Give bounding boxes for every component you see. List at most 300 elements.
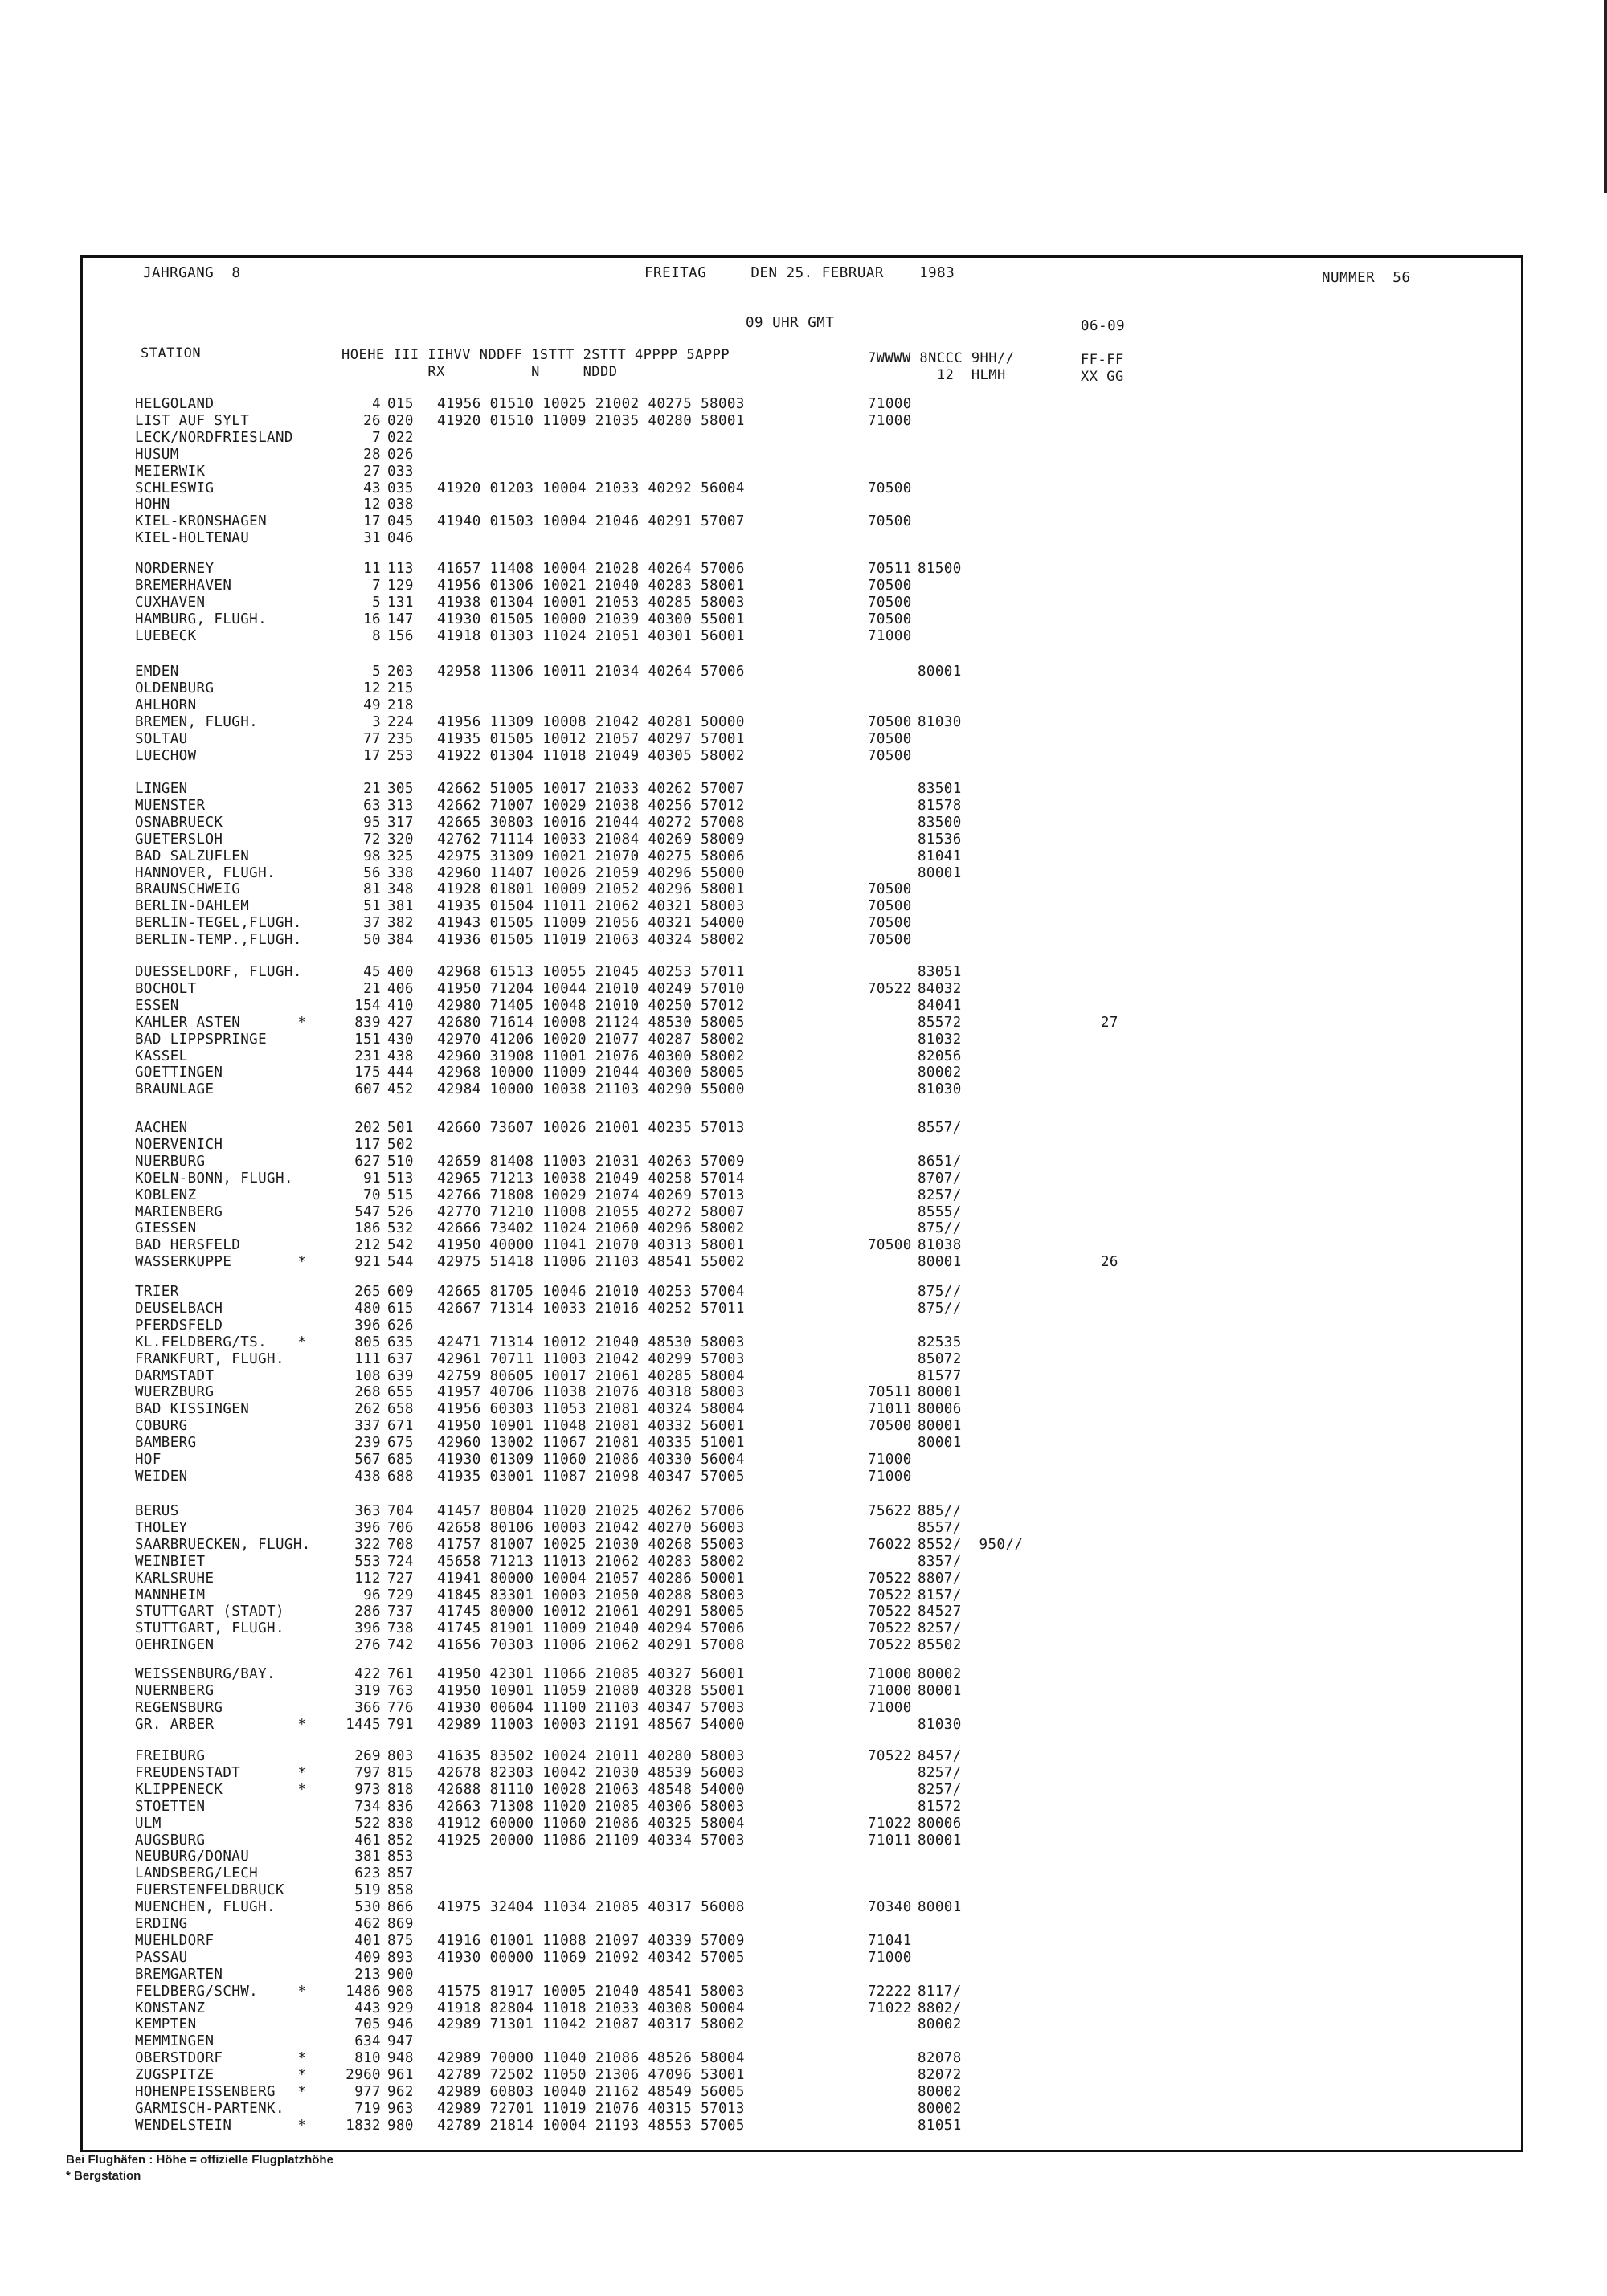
weather-group: 70500 — [868, 747, 912, 764]
station-name: KONSTANZ — [135, 2000, 206, 2016]
table-row — [0, 413, 1607, 430]
station-number: 838 — [387, 1815, 414, 1832]
station-number: 382 — [387, 915, 414, 932]
cloud-group: 84041 — [918, 997, 962, 1014]
table-row — [0, 1765, 1607, 1782]
cloud-group: 81500 — [918, 561, 962, 577]
weather-group: 70500 — [868, 513, 912, 530]
station-name: KAHLER ASTEN — [135, 1014, 241, 1031]
elevation-value: 31 — [363, 530, 381, 547]
weather-group: 70340 — [868, 1899, 912, 1916]
weather-group: 71000 — [868, 1452, 912, 1468]
table-row — [0, 1799, 1607, 1816]
cloud-group: 81032 — [918, 1031, 962, 1048]
weather-group: 71000 — [868, 1682, 912, 1699]
station-number: 400 — [387, 964, 414, 980]
cloud-group: 8257/ — [918, 1764, 962, 1781]
synop-groups: 41930 01505 10000 21039 40300 55001 — [437, 611, 745, 627]
synop-groups: 42989 11003 10003 21191 48567 54000 — [437, 1716, 745, 1733]
synop-groups: 42960 13002 11067 21081 40335 51001 — [437, 1435, 745, 1452]
weather-group: 71041 — [868, 1932, 912, 1949]
station-name: TRIER — [135, 1284, 179, 1300]
station-name: NUERBURG — [135, 1153, 206, 1170]
synop-groups: 41956 60303 11053 21081 40324 58004 — [437, 1401, 745, 1418]
table-row — [0, 628, 1607, 645]
mountain-marker: * — [297, 2067, 307, 2084]
table-row — [0, 1384, 1607, 1401]
table-row — [0, 1120, 1607, 1137]
synop-groups: 41956 11309 10008 21042 40281 50000 — [437, 713, 745, 730]
ww-header-2: 12 HLMH — [868, 367, 1006, 383]
cloud-group: 875// — [918, 1220, 962, 1237]
elevation-value: 921 — [354, 1254, 381, 1271]
table-row — [0, 798, 1607, 815]
table-row — [0, 714, 1607, 731]
station-name: HELGOLAND — [135, 396, 215, 412]
station-number: 444 — [387, 1064, 414, 1081]
station-name: HOHN — [135, 496, 170, 513]
station-name: BERLIN-TEMP.,FLUGH. — [135, 932, 302, 949]
station-number: 452 — [387, 1081, 414, 1098]
cloud-group: 80002 — [918, 2016, 962, 2033]
synop-groups: 42975 31309 10021 21070 40275 58006 — [437, 848, 745, 864]
station-name: OEHRINGEN — [135, 1637, 215, 1654]
synop-groups: 41656 70303 11006 21062 40291 57008 — [437, 1637, 745, 1654]
station-name: KARLSRUHE — [135, 1570, 215, 1587]
table-row — [0, 680, 1607, 697]
station-name: EMDEN — [135, 664, 179, 680]
synop-groups: 42958 11306 10011 21034 40264 57006 — [437, 664, 745, 680]
elevation-value: 16 — [363, 611, 381, 627]
station-name: WASSERKUPPE — [135, 1254, 232, 1271]
synop-groups: 42658 80106 10003 21042 40270 56003 — [437, 1519, 745, 1536]
weather-group: 70500 — [868, 898, 912, 915]
elevation-value: 95 — [363, 814, 381, 831]
station-name: GIESSEN — [135, 1220, 197, 1237]
elevation-value: 5 — [372, 664, 381, 680]
table-row — [0, 1666, 1607, 1683]
elevation-value: 319 — [354, 1682, 381, 1699]
synop-groups: 42989 60803 10040 21162 48549 56005 — [437, 2084, 745, 2100]
station-number: 215 — [387, 680, 414, 697]
weather-group: 71022 — [868, 2000, 912, 2016]
station-number: 325 — [387, 848, 414, 864]
synop-groups: 42660 73607 10026 21001 40235 57013 — [437, 1120, 745, 1136]
table-row — [0, 964, 1607, 981]
weather-group: 71000 — [868, 396, 912, 412]
station-name: WEINBIET — [135, 1553, 206, 1570]
table-row — [0, 1520, 1607, 1537]
cloud-group: 875// — [918, 1300, 962, 1317]
synop-groups: 41930 01309 11060 21086 40330 56004 — [437, 1452, 745, 1468]
station-number: 724 — [387, 1553, 414, 1570]
station-name: LUECHOW — [135, 747, 197, 764]
synop-groups: 42766 71808 10029 21074 40269 57013 — [437, 1187, 745, 1203]
station-name: GR. ARBER — [135, 1716, 215, 1733]
station-name: MANNHEIM — [135, 1587, 206, 1604]
elevation-value: 202 — [354, 1120, 381, 1136]
cloud-group: 82535 — [918, 1334, 962, 1350]
station-number: 858 — [387, 1882, 414, 1899]
elevation-value: 337 — [354, 1418, 381, 1435]
station-number: 818 — [387, 1781, 414, 1798]
station-number: 513 — [387, 1170, 414, 1187]
station-number: 381 — [387, 898, 414, 915]
synop-groups: 41635 83502 10024 21011 40280 58003 — [437, 1748, 745, 1764]
cloud-group: 80001 — [918, 1899, 962, 1916]
mountain-marker: * — [297, 2117, 307, 2134]
mountain-marker: * — [297, 1983, 307, 2000]
weather-group: 70511 — [868, 561, 912, 577]
cloud-group: 8257/ — [918, 1620, 962, 1637]
table-row — [0, 2101, 1607, 2118]
station-number: 544 — [387, 1254, 414, 1271]
station-name: COBURG — [135, 1418, 188, 1435]
table-row — [0, 748, 1607, 765]
cloud-group: 82078 — [918, 2050, 962, 2067]
station-number: 020 — [387, 412, 414, 429]
table-row — [0, 464, 1607, 480]
cloud-group: 80001 — [918, 1435, 962, 1452]
elevation-value: 154 — [354, 997, 381, 1014]
table-row — [0, 1187, 1607, 1204]
table-row — [0, 1899, 1607, 1916]
weather-group: 70522 — [868, 1620, 912, 1637]
station-name: MEIERWIK — [135, 463, 206, 480]
synop-groups: 41950 42301 11066 21085 40327 56001 — [437, 1666, 745, 1682]
cloud-group: 80001 — [918, 1682, 962, 1699]
station-number: 129 — [387, 577, 414, 594]
station-name: NOERVENICH — [135, 1136, 223, 1153]
synop-groups: 42968 10000 11009 21044 40300 58005 — [437, 1064, 745, 1081]
elevation-value: 5 — [372, 594, 381, 611]
station-name: PFERDSFELD — [135, 1317, 223, 1334]
synop-groups: 41918 01303 11024 21051 40301 56001 — [437, 627, 745, 644]
station-number: 729 — [387, 1587, 414, 1604]
station-number: 803 — [387, 1748, 414, 1764]
station-number: 532 — [387, 1220, 414, 1237]
synop-groups: 41936 01505 11019 21063 40324 58002 — [437, 932, 745, 949]
elevation-value: 547 — [354, 1203, 381, 1220]
station-name: KIEL-HOLTENAU — [135, 530, 250, 547]
station-name: BERLIN-TEGEL,FLUGH. — [135, 915, 302, 932]
station-name: GUETERSLOH — [135, 831, 223, 848]
cloud-group: 81038 — [918, 1237, 962, 1254]
cloud-group: 81030 — [918, 713, 962, 730]
station-number: 908 — [387, 1983, 414, 2000]
cloud-group: 875// — [918, 1284, 962, 1300]
table-row — [0, 1204, 1607, 1221]
elevation-value: 17 — [363, 747, 381, 764]
weather-group: 70500 — [868, 713, 912, 730]
station-name: ZUGSPITZE — [135, 2067, 215, 2084]
cloud-group: 81578 — [918, 797, 962, 814]
synop-groups: 41745 80000 10012 21061 40291 58005 — [437, 1604, 745, 1620]
station-number: 147 — [387, 611, 414, 627]
table-row — [0, 1469, 1607, 1485]
table-row — [0, 1537, 1607, 1554]
elevation-value: 11 — [363, 561, 381, 577]
station-name: HOHENPEISSENBERG — [135, 2084, 276, 2100]
cloud-group: 80001 — [918, 1418, 962, 1435]
elevation-value: 322 — [354, 1536, 381, 1553]
table-row — [0, 1816, 1607, 1832]
station-name: BAMBERG — [135, 1435, 197, 1452]
elevation-value: 366 — [354, 1699, 381, 1716]
observation-time: 09 UHR GMT — [746, 315, 835, 331]
elevation-value: 63 — [363, 797, 381, 814]
station-name: STOETTEN — [135, 1798, 206, 1815]
weather-group: 70500 — [868, 480, 912, 496]
station-number: 320 — [387, 831, 414, 848]
table-row — [0, 1637, 1607, 1654]
synop-groups: 41922 01304 11018 21049 40305 58002 — [437, 747, 745, 764]
station-name: BOCHOLT — [135, 980, 197, 997]
elevation-value: 443 — [354, 2000, 381, 2016]
cloud-group: 8651/ — [918, 1153, 962, 1170]
cloud-group: 8552/ 950// — [918, 1536, 1024, 1553]
station-name: LANDSBERG/LECH — [135, 1865, 259, 1882]
elevation-value: 422 — [354, 1666, 381, 1682]
synop-groups: 42960 31908 11001 21076 40300 58002 — [437, 1048, 745, 1064]
synop-groups: 42471 71314 10012 21040 48530 58003 — [437, 1334, 745, 1350]
synop-groups: 41925 20000 11086 21109 40334 57003 — [437, 1832, 745, 1849]
synop-groups: 42666 73402 11024 21060 40296 58002 — [437, 1220, 745, 1237]
date-label: FREITAG DEN 25. FEBRUAR 1983 — [644, 265, 955, 281]
elevation-value: 381 — [354, 1849, 381, 1865]
table-row — [0, 2050, 1607, 2067]
synop-groups: 41916 01001 11088 21097 40339 57009 — [437, 1932, 745, 1949]
station-name: HAMBURG, FLUGH. — [135, 611, 268, 627]
station-name: SCHLESWIG — [135, 480, 215, 496]
station-number: 224 — [387, 713, 414, 730]
synop-groups: 41928 01801 10009 21052 40296 58001 — [437, 881, 745, 898]
elevation-value: 2960 — [346, 2067, 381, 2084]
table-row — [0, 1435, 1607, 1452]
table-row — [0, 1452, 1607, 1469]
elevation-value: 51 — [363, 898, 381, 915]
synop-groups: 41920 01510 11009 21035 40280 58001 — [437, 412, 745, 429]
weather-group: 76022 — [868, 1536, 912, 1553]
synop-groups: 42663 71308 11020 21085 40306 58003 — [437, 1798, 745, 1815]
synop-groups: 41912 60000 11060 21086 40325 58004 — [437, 1815, 745, 1832]
station-name: DUESSELDORF, FLUGH. — [135, 964, 302, 980]
mountain-marker: * — [297, 1334, 307, 1350]
synop-groups: 42667 71314 10033 21016 40252 57011 — [437, 1300, 745, 1317]
station-number: 929 — [387, 2000, 414, 2016]
synop-groups: 42789 72502 11050 21306 47096 53001 — [437, 2067, 745, 2084]
cloud-group: 8117/ — [918, 1983, 962, 2000]
elevation-value: 56 — [363, 864, 381, 881]
table-row — [0, 2118, 1607, 2135]
table-row — [0, 881, 1607, 898]
cloud-group: 84527 — [918, 1604, 962, 1620]
elevation-value: 213 — [354, 1966, 381, 1983]
elevation-value: 363 — [354, 1503, 381, 1519]
synop-groups: 42980 71405 10048 21010 40250 57012 — [437, 997, 745, 1014]
station-number: 685 — [387, 1452, 414, 1468]
cloud-group: 885// — [918, 1503, 962, 1519]
table-row — [0, 1170, 1607, 1187]
weather-group: 70500 — [868, 577, 912, 594]
elevation-value: 396 — [354, 1620, 381, 1637]
station-name: BREMERHAVEN — [135, 577, 232, 594]
station-number: 038 — [387, 496, 414, 513]
station-number: 675 — [387, 1435, 414, 1452]
station-number: 946 — [387, 2016, 414, 2033]
table-row — [0, 1301, 1607, 1318]
weather-group: 70500 — [868, 611, 912, 627]
table-row — [0, 915, 1607, 932]
station-name: OSNABRUECK — [135, 814, 223, 831]
station-name: GOETTINGEN — [135, 1064, 223, 1081]
table-row — [0, 513, 1607, 530]
elevation-value: 96 — [363, 1587, 381, 1604]
station-name: BAD HERSFELD — [135, 1237, 241, 1254]
weather-group: 70522 — [868, 1748, 912, 1764]
station-name: MUENSTER — [135, 797, 206, 814]
station-number: 626 — [387, 1317, 414, 1334]
table-row — [0, 1503, 1607, 1520]
station-name: BAD SALZUFLEN — [135, 848, 250, 864]
elevation-value: 438 — [354, 1468, 381, 1485]
table-row — [0, 2000, 1607, 2017]
synop-groups: 41941 80000 10004 21057 40286 50001 — [437, 1570, 745, 1587]
table-row — [0, 731, 1607, 748]
station-number: 962 — [387, 2084, 414, 2100]
station-number: 033 — [387, 463, 414, 480]
station-name: BRAUNSCHWEIG — [135, 881, 241, 898]
synop-groups: 42688 81110 10028 21063 48548 54000 — [437, 1781, 745, 1798]
station-number: 609 — [387, 1284, 414, 1300]
synop-groups: 41757 81007 10025 21030 40268 55003 — [437, 1536, 745, 1553]
elevation-value: 50 — [363, 932, 381, 949]
station-name: REGENSBURG — [135, 1699, 223, 1716]
mountain-marker: * — [297, 1014, 307, 1031]
station-number: 113 — [387, 561, 414, 577]
elevation-value: 627 — [354, 1153, 381, 1170]
table-row — [0, 2016, 1607, 2033]
synop-groups: 42662 71007 10029 21038 40256 57012 — [437, 797, 745, 814]
elevation-value: 409 — [354, 1949, 381, 1966]
cloud-group: 8257/ — [918, 1781, 962, 1798]
elevation-value: 28 — [363, 446, 381, 463]
synop-groups: 41950 10901 11048 21081 40332 56001 — [437, 1418, 745, 1435]
synop-groups: 41845 83301 10003 21050 40288 58003 — [437, 1587, 745, 1604]
table-row — [0, 1950, 1607, 1967]
elevation-value: 43 — [363, 480, 381, 496]
table-row — [0, 1048, 1607, 1065]
station-number: 502 — [387, 1136, 414, 1153]
synop-groups: 42759 80605 10017 21061 40285 58004 — [437, 1367, 745, 1384]
station-name: BREMEN, FLUGH. — [135, 713, 259, 730]
station-name: STUTTGART, FLUGH. — [135, 1620, 284, 1637]
station-number: 338 — [387, 864, 414, 881]
station-name: ESSEN — [135, 997, 179, 1014]
station-number: 791 — [387, 1716, 414, 1733]
table-row — [0, 1967, 1607, 1983]
station-number: 639 — [387, 1367, 414, 1384]
station-number: 852 — [387, 1832, 414, 1849]
elevation-value: 49 — [363, 697, 381, 713]
elevation-value: 37 — [363, 915, 381, 932]
station-name: BAD LIPPSPRINGE — [135, 1031, 268, 1048]
station-number: 836 — [387, 1798, 414, 1815]
station-name: LINGEN — [135, 781, 188, 797]
cloud-group: 80001 — [918, 1254, 962, 1271]
station-name: FUERSTENFELDBRUCK — [135, 1882, 284, 1899]
table-row — [0, 1032, 1607, 1048]
cloud-group: 85572 — [918, 1014, 962, 1031]
weather-group: 70522 — [868, 1604, 912, 1620]
synop-groups: 42659 81408 11003 21031 40263 57009 — [437, 1153, 745, 1170]
elevation-value: 212 — [354, 1237, 381, 1254]
station-number: 384 — [387, 932, 414, 949]
station-name: LECK/NORDFRIESLAND — [135, 429, 293, 446]
synop-groups: 42961 70711 11003 21042 40299 57003 — [437, 1350, 745, 1367]
station-number: 427 — [387, 1014, 414, 1031]
station-number: 980 — [387, 2117, 414, 2134]
station-number: 900 — [387, 1966, 414, 1983]
station-name: BRAUNLAGE — [135, 1081, 215, 1098]
station-number: 035 — [387, 480, 414, 496]
table-row — [0, 1015, 1607, 1032]
table-row — [0, 865, 1607, 882]
synop-groups: 42970 41206 10020 21077 40287 58002 — [437, 1031, 745, 1048]
weather-group: 71000 — [868, 627, 912, 644]
station-name: WEIDEN — [135, 1468, 188, 1485]
elevation-value: 396 — [354, 1317, 381, 1334]
cloud-group: 80002 — [918, 2100, 962, 2117]
cloud-group: 80006 — [918, 1401, 962, 1418]
station-name: GARMISCH-PARTENK. — [135, 2100, 284, 2117]
synop-groups: 42665 30803 10016 21044 40272 57008 — [437, 814, 745, 831]
elevation-value: 522 — [354, 1815, 381, 1832]
cloud-group: 84032 — [918, 980, 962, 997]
synop-groups: 41940 01503 10004 21046 40291 57007 — [437, 513, 745, 530]
station-number: 963 — [387, 2100, 414, 2117]
station-name: OLDENBURG — [135, 680, 215, 697]
groups-header-2: RX N NDDD — [341, 364, 618, 380]
elevation-value: 719 — [354, 2100, 381, 2117]
elevation-value: 461 — [354, 1832, 381, 1849]
elevation-value: 111 — [354, 1350, 381, 1367]
station-number: 737 — [387, 1604, 414, 1620]
station-name: AACHEN — [135, 1120, 188, 1136]
station-number: 348 — [387, 881, 414, 898]
table-row — [0, 932, 1607, 949]
station-name: NORDERNEY — [135, 561, 215, 577]
table-row — [0, 1717, 1607, 1734]
station-number: 317 — [387, 814, 414, 831]
station-number: 776 — [387, 1699, 414, 1716]
station-number: 313 — [387, 797, 414, 814]
station-name: WENDELSTEIN — [135, 2117, 232, 2134]
synop-groups: 41935 03001 11087 21098 40347 57005 — [437, 1468, 745, 1485]
elevation-value: 186 — [354, 1220, 381, 1237]
elevation-value: 231 — [354, 1048, 381, 1064]
synop-groups: 42662 51005 10017 21033 40262 57007 — [437, 781, 745, 797]
footnote-mountain: * Bergstation — [66, 2169, 141, 2183]
elevation-value: 401 — [354, 1932, 381, 1949]
table-row — [0, 1220, 1607, 1237]
elevation-value: 797 — [354, 1764, 381, 1781]
cloud-group: 82072 — [918, 2067, 962, 2084]
elevation-value: 12 — [363, 496, 381, 513]
station-name: KASSEL — [135, 1048, 188, 1064]
table-row — [0, 447, 1607, 464]
table-row — [0, 1882, 1607, 1899]
